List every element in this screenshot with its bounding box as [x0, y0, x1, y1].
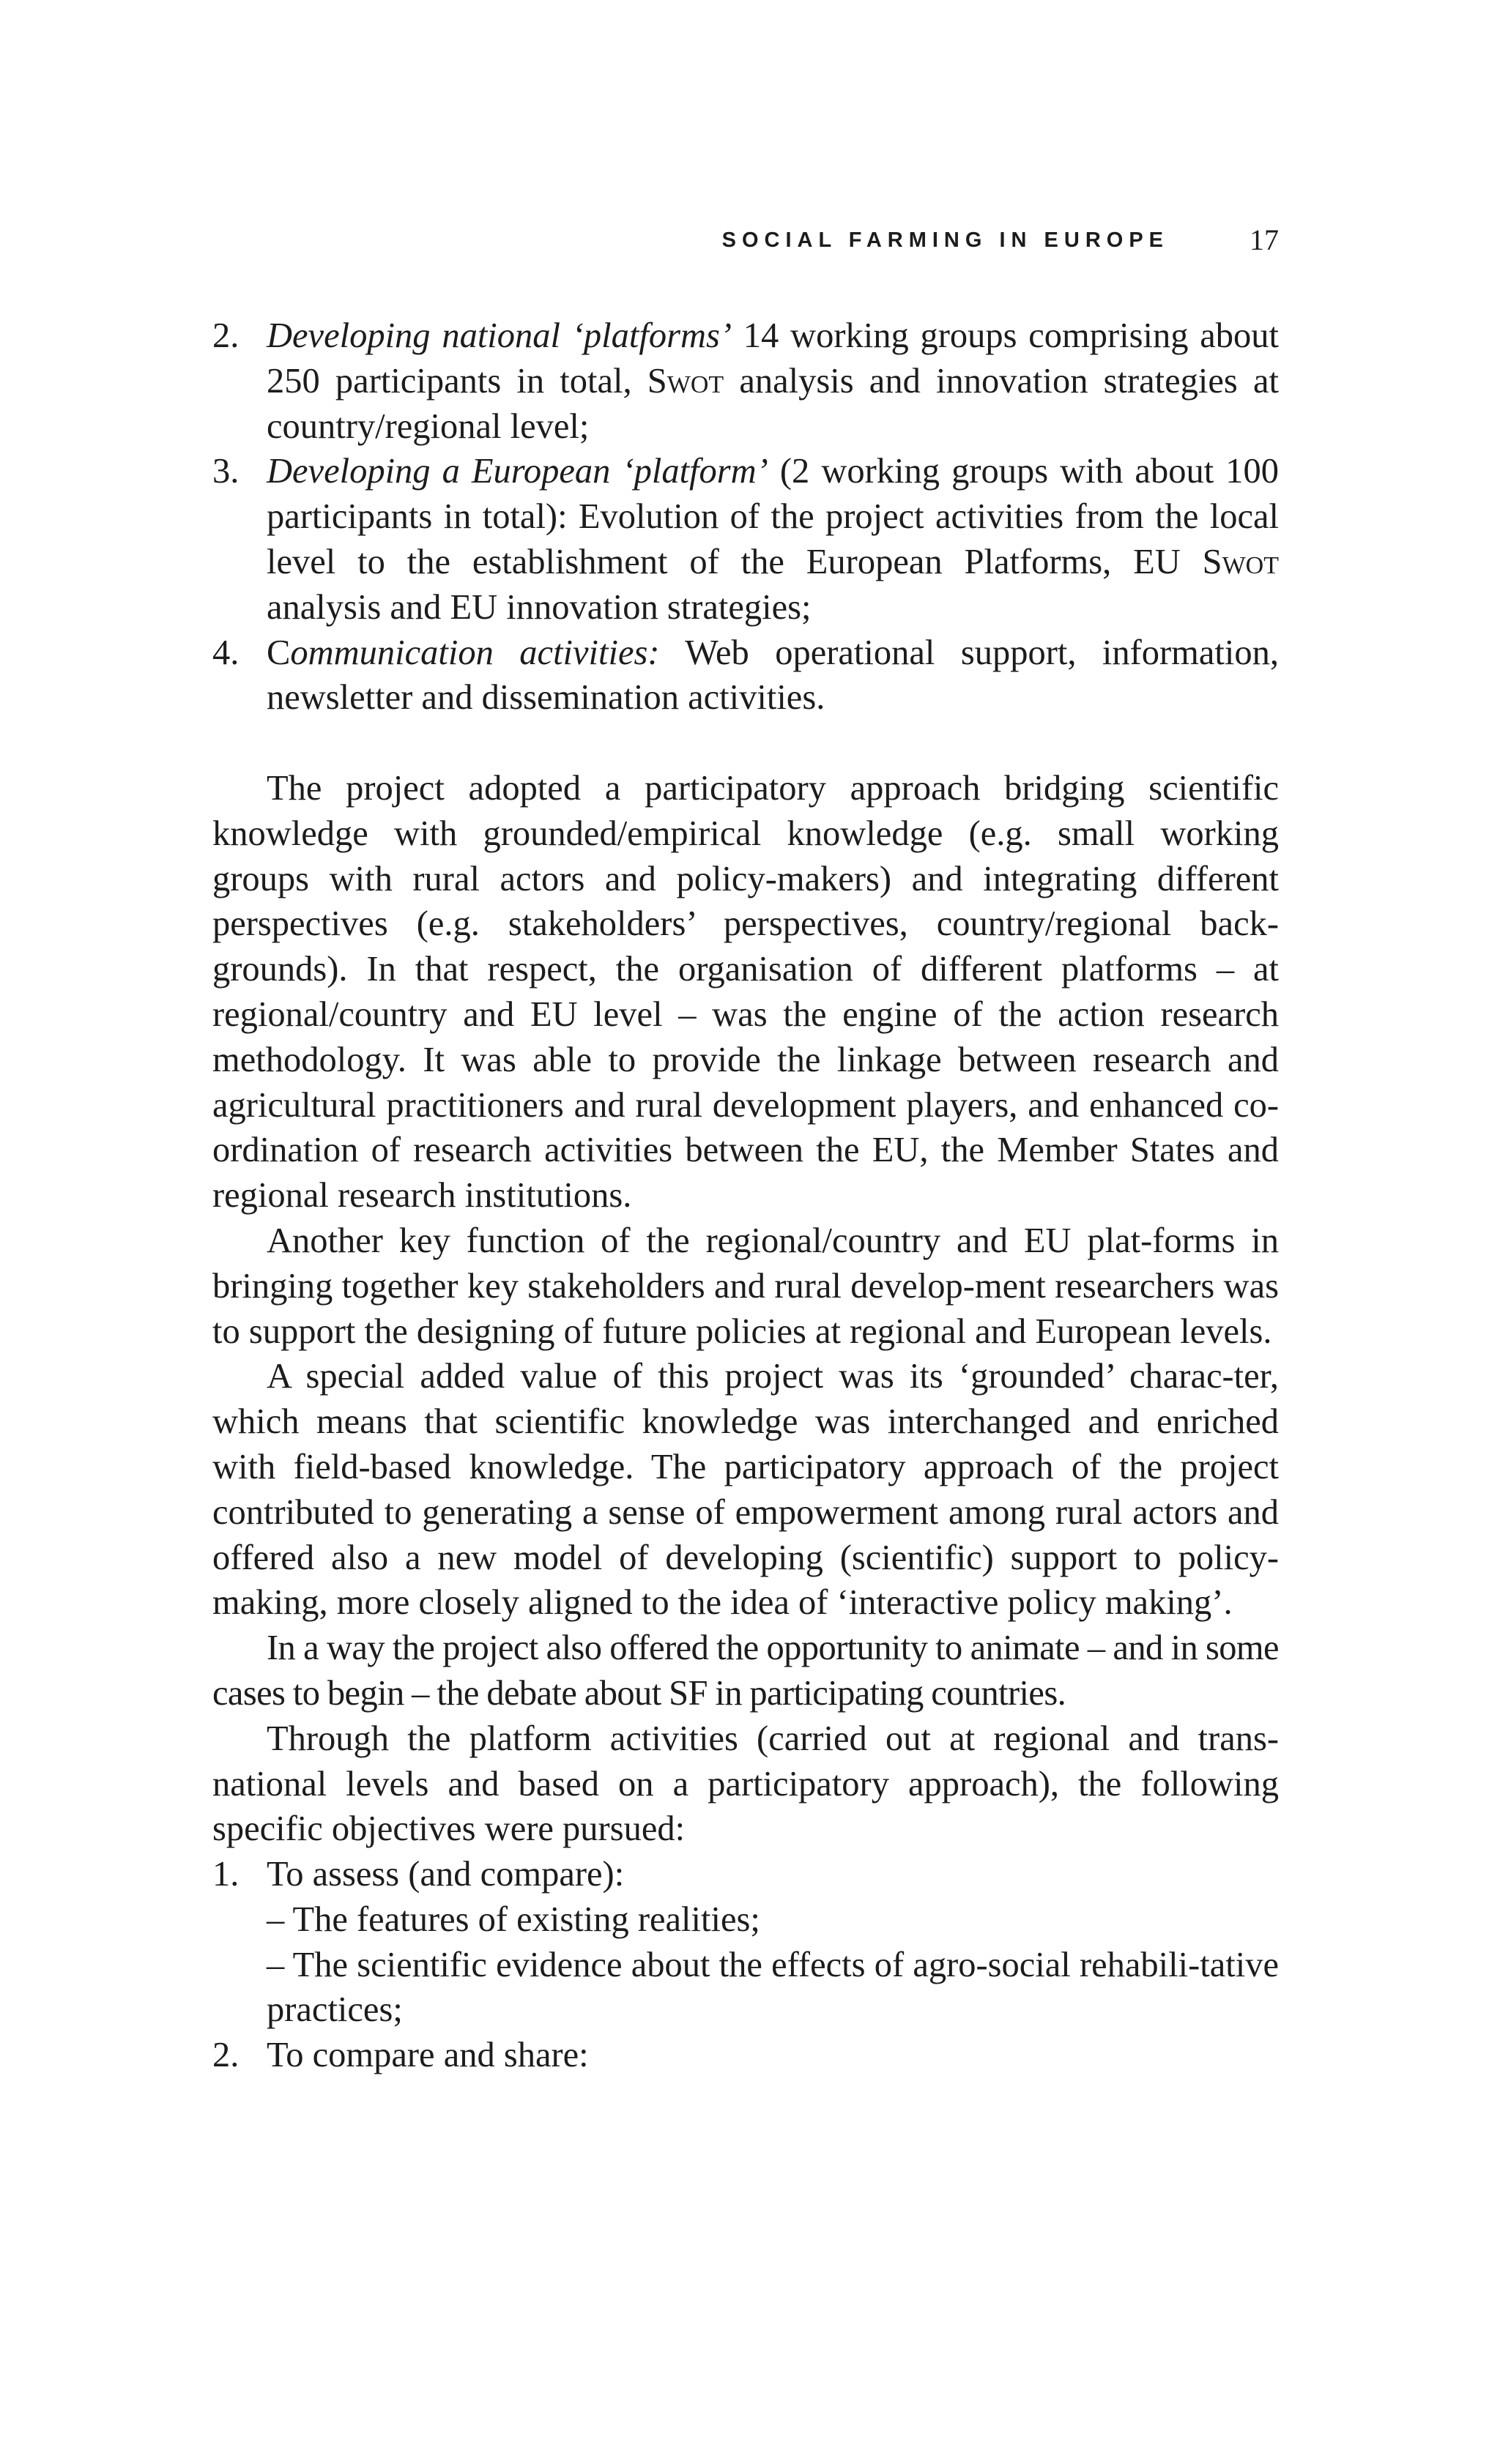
list-item — [212, 449, 1279, 630]
list-item-title: Developing a European ‘platform’ — [267, 452, 768, 491]
list-item — [212, 1852, 1279, 2033]
list-number: 2. — [212, 316, 240, 355]
body-paragraph: The project adopted a participatory approach bridging scientific knowledge with grounded/empirical knowledge (e.g. small working groups with rural actors and policy-makers) and integrating different perspectives (e.g. stakeholders’ perspectives, country/regional back-grounds). In that respect, the organisation of different platforms – at regional/country and EU level – was the engine of the action research methodology. It was able to provide the linkage between research and agricultural practitioners and rural development players, and enhanced co-ordination of research activities between the EU, the Member States and regional research institutions. — [212, 768, 1279, 1216]
list-item-text: analysis and EU innovation strategies; — [267, 587, 812, 627]
list-item-text: To assess (and compare): — [267, 1855, 625, 1894]
swot-term: Swot — [1202, 542, 1279, 581]
page-number: 17 — [1250, 223, 1279, 256]
list-number: 1. — [212, 1855, 240, 1894]
sub-list-item: – The scientific evidence about the effects of agro-social rehabili-tative practices; — [267, 1945, 1279, 2030]
list-number: 2. — [212, 2036, 240, 2075]
page-body — [212, 313, 1279, 2078]
swot-term: Swot — [647, 361, 724, 401]
list-number: 4. — [212, 633, 240, 672]
sub-list-item: – The features of existing realities; — [267, 1899, 760, 1939]
list-item-text: (2 working groups with about 100 participants in total): Evolution of the project activities from the local level to the establishment of the European Platforms, EU — [267, 452, 1279, 581]
list-item-title: ommunication activities: — [290, 633, 660, 672]
list-item-text: analysis and innovation strategies at country/regional level; — [267, 361, 1279, 446]
list-item-title: Developing national ‘platforms’ — [267, 316, 732, 355]
body-paragraph: A special added value of this project was its ‘grounded’ charac-ter, which means that scientific knowledge was interchanged and enriched with field-based knowledge. The participatory approach of the project contributed to generating a sense of empowerment among rural actors and offered also a new model of developing (scientific) support to policy-making, more closely aligned to the idea of ‘interactive policy making’. — [212, 1357, 1279, 1623]
body-paragraph: Another key function of the regional/country and EU plat-forms in bringing together key stakeholders and rural develop-ment researchers was to support the designing of future policies at regional and European levels. — [212, 1221, 1279, 1351]
list-item-text: To compare and share: — [267, 2036, 589, 2075]
paragraph-gap — [212, 721, 1279, 766]
list-item-text: Web operational support, information, newsletter and dissemination activities. — [267, 633, 1279, 718]
list-item-text: 14 working groups comprising about 250 participants in total, — [267, 316, 1279, 401]
page-header — [212, 223, 1279, 267]
list-item — [212, 630, 1279, 721]
body-paragraph: In a way the project also offered the opportunity to animate – and in some cases to begin – the debate about SF in participating countries. — [212, 1629, 1279, 1713]
running-head: SOCIAL FARMING IN EUROPE — [721, 228, 1169, 252]
list-item — [212, 2033, 1279, 2078]
list-item-title-prefix: C — [267, 633, 291, 672]
body-paragraph: Through the platform activities (carried out at regional and trans-national levels and based on a participatory approach), the following specific objectives were pursued: — [212, 1719, 1279, 1849]
list-item — [212, 313, 1279, 449]
list-number: 3. — [212, 452, 240, 491]
